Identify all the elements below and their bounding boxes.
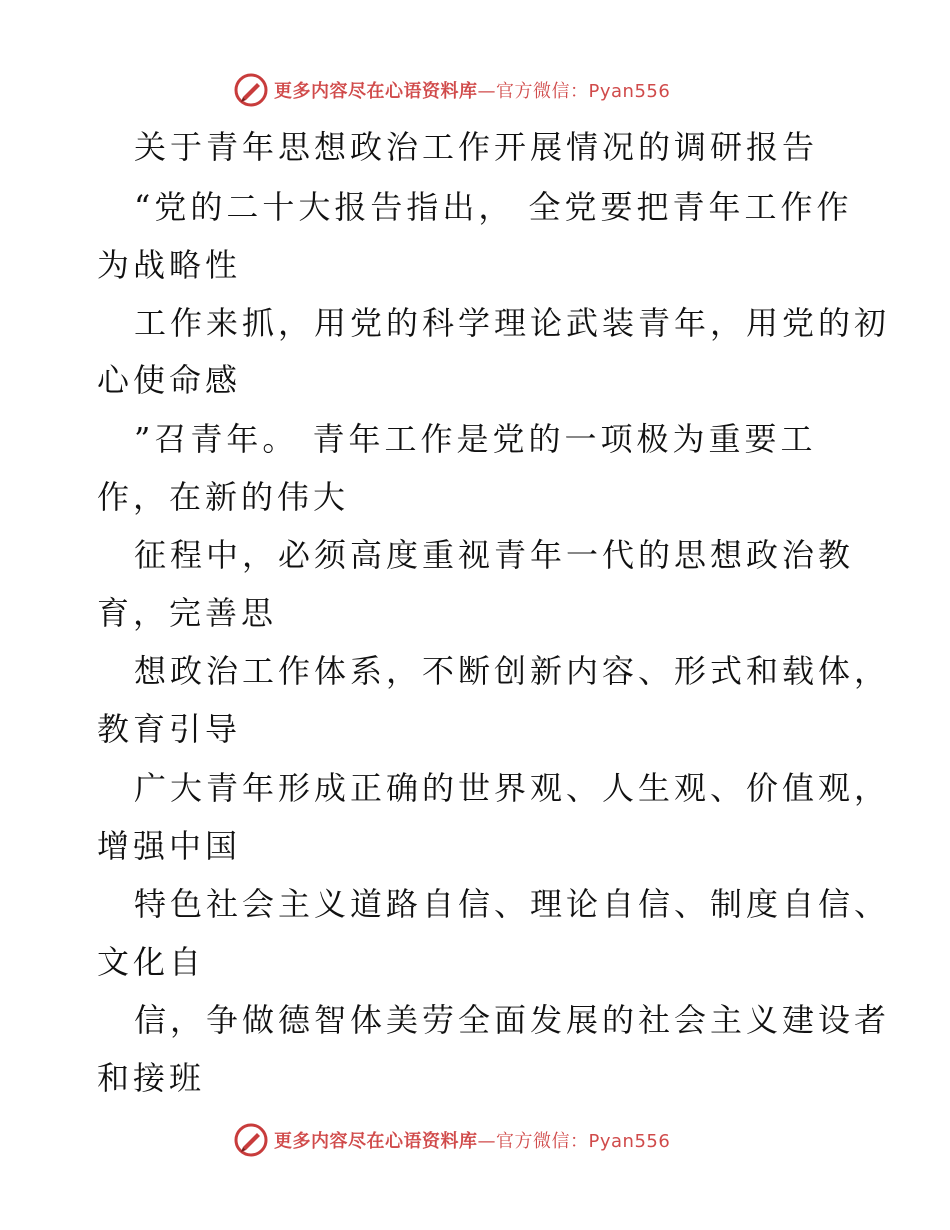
document-title: 关于青年思想政治工作开展情况的调研报告: [134, 128, 819, 166]
text-line: ”召青年。 青年工作是党的一项极为重要工: [134, 420, 817, 458]
pen-logo-icon: [234, 1123, 268, 1157]
footer-banner: [0, 1120, 950, 1160]
banner-text: [274, 77, 670, 103]
banner-inner: [234, 70, 670, 110]
pen-logo-icon: [234, 73, 268, 107]
text-line: 征程中，必须高度重视青年一代的思想政治教: [134, 536, 855, 574]
text-line: 文化自: [97, 943, 206, 981]
banner-main-text: 更多内容尽在心语资料库: [274, 81, 478, 102]
text-line: 和接班: [97, 1059, 206, 1097]
text-line: 育，完善思: [97, 594, 278, 632]
banner-dash: —: [477, 81, 496, 102]
text-line: 教育引导: [97, 710, 242, 748]
header-banner: [0, 70, 950, 110]
banner-text: [274, 1127, 670, 1153]
text-line: 心使命感: [97, 361, 242, 399]
text-line: 增强中国: [97, 827, 242, 865]
banner-inner: [234, 1120, 670, 1160]
text-line: “党的二十大报告指出， 全党要把青年工作作: [134, 188, 853, 226]
text-line: 为战略性: [97, 246, 242, 284]
text-line: 作，在新的伟大: [97, 478, 350, 516]
text-line: 工作来抓，用党的科学理论武装青年，用党的初: [134, 304, 891, 342]
banner-main-text: 更多内容尽在心语资料库: [274, 1131, 478, 1152]
text-line: 信，争做德智体美劳全面发展的社会主义建设者: [134, 1001, 891, 1039]
text-line: 特色社会主义道路自信、理论自信、制度自信、: [134, 885, 891, 923]
banner-dash: —: [477, 1131, 496, 1152]
banner-contact: 官方微信：Pyan556: [496, 81, 671, 102]
banner-contact: 官方微信：Pyan556: [496, 1131, 671, 1152]
text-line: 想政治工作体系，不断创新内容、形式和载体，: [134, 652, 891, 690]
text-line: 广大青年形成正确的世界观、人生观、价值观，: [134, 769, 891, 807]
